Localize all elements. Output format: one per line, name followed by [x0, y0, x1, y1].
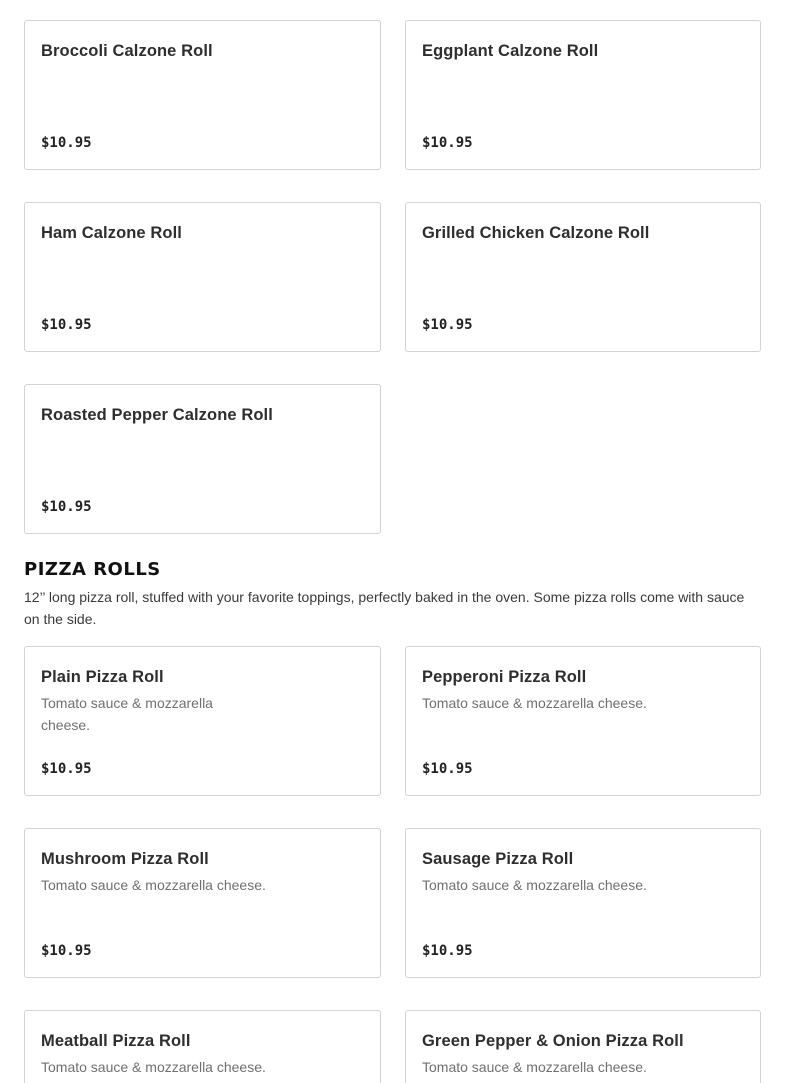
menu-item-price: $10.95	[41, 943, 92, 959]
section-title: PIZZA ROLLS	[24, 559, 161, 580]
menu-item-description: Tomato sauce & mozzarella cheese.	[422, 877, 647, 893]
menu-item-price: $10.95	[422, 317, 473, 333]
menu-item-price: $10.95	[41, 761, 92, 777]
menu-item-price: $10.95	[41, 499, 92, 515]
menu-item-description: Tomato sauce & mozzarella cheese.	[422, 1059, 647, 1075]
menu-item-card[interactable]	[24, 20, 381, 170]
menu-item-price: $10.95	[422, 943, 473, 959]
calzone-roll-grid	[24, 20, 761, 534]
menu-item-card[interactable]	[24, 828, 381, 978]
menu-item-card[interactable]	[24, 646, 381, 796]
menu-item-price: $10.95	[41, 317, 92, 333]
menu-item-name: Grilled Chicken Calzone Roll	[422, 224, 650, 242]
menu-item-name: Plain Pizza Roll	[41, 668, 164, 686]
menu-item-card[interactable]	[405, 828, 761, 978]
menu-item-name: Pepperoni Pizza Roll	[422, 668, 587, 686]
menu-item-card[interactable]	[405, 202, 761, 352]
menu-item-name: Mushroom Pizza Roll	[41, 850, 209, 868]
pizza-roll-grid	[24, 646, 761, 1083]
menu-item-price: $10.95	[41, 135, 92, 151]
menu-item-card[interactable]	[24, 1010, 381, 1083]
menu-item-name: Meatball Pizza Roll	[41, 1032, 191, 1050]
menu-item-description: Tomato sauce & mozzarella cheese.	[41, 877, 266, 893]
menu-item-description: Tomato sauce & mozzarella cheese.	[41, 1059, 266, 1075]
menu-item-card[interactable]	[405, 20, 761, 170]
menu-item-card[interactable]	[405, 646, 761, 796]
menu-item-card[interactable]	[24, 202, 381, 352]
menu-item-name: Eggplant Calzone Roll	[422, 42, 599, 60]
menu-item-card[interactable]	[24, 384, 381, 534]
menu-item-name: Sausage Pizza Roll	[422, 850, 574, 868]
pizza-rolls-section-header	[24, 558, 761, 630]
section-description: 12’’ long pizza roll, stuffed with your favorite toppings, perfectly baked in the oven. Some pizza rolls come with sauce on the side.	[24, 589, 745, 627]
menu-item-card[interactable]	[405, 1010, 761, 1083]
menu-item-description: Tomato sauce & mozzarella cheese.	[41, 695, 213, 733]
menu-item-name: Broccoli Calzone Roll	[41, 42, 213, 60]
menu-item-price: $10.95	[422, 135, 473, 151]
menu-item-name: Roasted Pepper Calzone Roll	[41, 406, 273, 424]
menu-item-name: Ham Calzone Roll	[41, 224, 182, 242]
menu-item-name: Green Pepper & Onion Pizza Roll	[422, 1032, 684, 1050]
menu-item-description: Tomato sauce & mozzarella cheese.	[422, 695, 647, 711]
menu-item-price: $10.95	[422, 761, 473, 777]
